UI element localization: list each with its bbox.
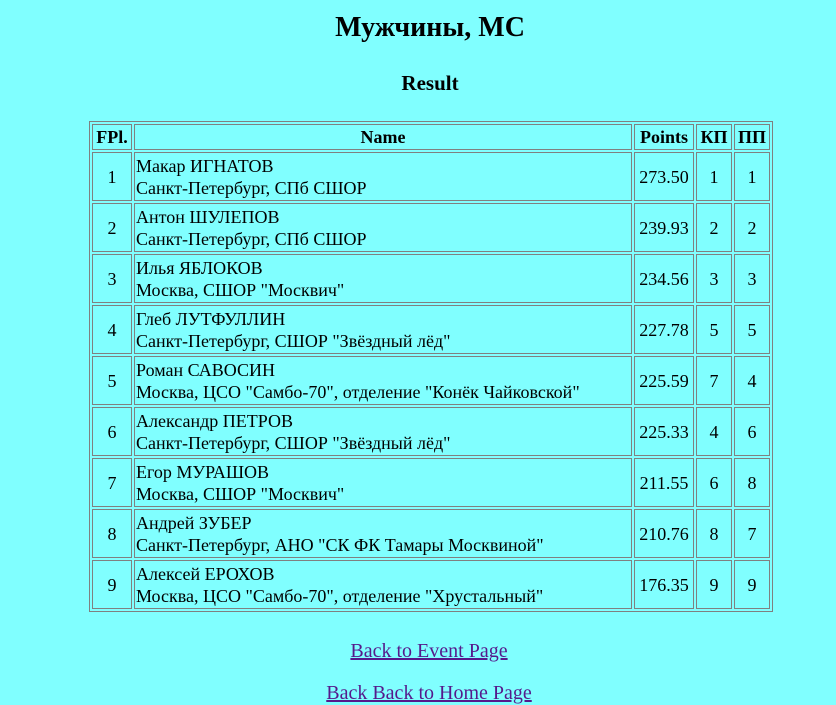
row-pp: 5 [734,305,770,354]
row-pp: 9 [734,560,770,609]
skater-name: Алексей ЕРОХОВ [136,563,275,584]
row-pp: 6 [734,407,770,456]
row-pp: 3 [734,254,770,303]
row-points: 227.78 [634,305,694,354]
table-row [92,356,770,405]
table-row [92,509,770,558]
header-pp: ПП [734,124,770,150]
row-points: 239.93 [634,203,694,252]
table-row [92,305,770,354]
skater-club: Санкт-Петербург, СШОР "Звёздный лёд" [136,432,451,453]
row-name-cell [134,203,632,252]
row-pp: 4 [734,356,770,405]
row-points: 234.56 [634,254,694,303]
row-points: 273.50 [634,152,694,201]
row-name-cell [134,152,632,201]
row-kp: 6 [696,458,732,507]
skater-club: Санкт-Петербург, СПб СШОР [136,228,367,249]
skater-club: Москва, ЦСО "Самбо-70", отделение "Хрустальный" [136,585,544,606]
row-name-cell [134,305,632,354]
row-kp: 3 [696,254,732,303]
skater-club: Москва, СШОР "Москвич" [136,279,345,300]
skater-club: Москва, СШОР "Москвич" [136,483,345,504]
skater-club: Москва, ЦСО "Самбо-70", отделение "Конёк Чайковской" [136,381,580,402]
row-kp: 7 [696,356,732,405]
row-fpl: 8 [92,509,132,558]
table-row [92,254,770,303]
skater-name: Андрей ЗУБЕР [136,512,252,533]
skater-name: Роман САВОСИН [136,359,275,380]
header-kp: КП [696,124,732,150]
header-row [92,124,770,150]
row-name-cell [134,254,632,303]
row-points: 225.33 [634,407,694,456]
row-fpl: 2 [92,203,132,252]
skater-name: Антон ШУЛЕПОВ [136,206,280,227]
row-name-cell [134,509,632,558]
row-name-cell [134,458,632,507]
row-pp: 2 [734,203,770,252]
table-row [92,560,770,609]
row-pp: 8 [734,458,770,507]
row-kp: 4 [696,407,732,456]
row-name-cell [134,356,632,405]
skater-name: Егор МУРАШОВ [136,461,270,482]
row-name-cell [134,560,632,609]
row-kp: 9 [696,560,732,609]
row-fpl: 4 [92,305,132,354]
row-fpl: 1 [92,152,132,201]
page-subtitle: Result [401,71,459,95]
row-fpl: 3 [92,254,132,303]
skater-club: Санкт-Петербург, СШОР "Звёздный лёд" [136,330,451,351]
back-to-event-link[interactable]: Back to Event Page [350,640,508,662]
results-table [89,121,773,612]
row-points: 176.35 [634,560,694,609]
row-points: 211.55 [634,458,694,507]
row-fpl: 6 [92,407,132,456]
page-title: Мужчины, МС [335,12,525,43]
table-row [92,152,770,201]
skater-name: Глеб ЛУТФУЛЛИН [136,308,286,329]
row-points: 225.59 [634,356,694,405]
header-points: Points [634,124,694,150]
header-name: Name [134,124,632,150]
row-pp: 1 [734,152,770,201]
row-points: 210.76 [634,509,694,558]
table-row [92,203,770,252]
row-name-cell [134,407,632,456]
back-to-home-link-wrap [0,682,836,705]
back-to-event-link-wrap [0,640,836,663]
skater-name: Илья ЯБЛОКОВ [136,257,263,278]
row-kp: 8 [696,509,732,558]
skater-name: Александр ПЕТРОВ [136,410,293,431]
row-kp: 5 [696,305,732,354]
skater-name: Макар ИГНАТОВ [136,155,274,176]
back-to-home-link[interactable]: Back Back to Home Page [326,682,532,704]
row-fpl: 9 [92,560,132,609]
skater-club: Санкт-Петербург, АНО "СК ФК Тамары Москвиной" [136,534,544,555]
skater-club: Санкт-Петербург, СПб СШОР [136,177,367,198]
row-fpl: 5 [92,356,132,405]
table-row [92,458,770,507]
table-row [92,407,770,456]
row-kp: 1 [696,152,732,201]
row-fpl: 7 [92,458,132,507]
row-kp: 2 [696,203,732,252]
header-fpl: FPl. [92,124,132,150]
row-pp: 7 [734,509,770,558]
